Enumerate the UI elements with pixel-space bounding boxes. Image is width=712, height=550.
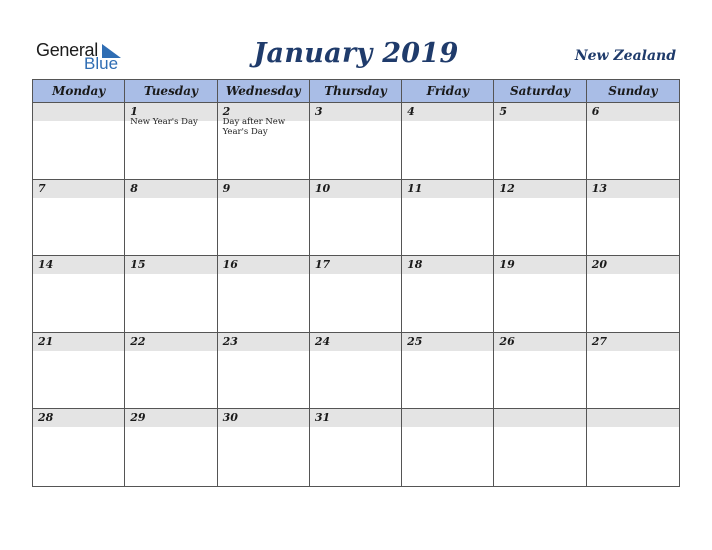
day-cell bbox=[402, 409, 494, 486]
day-cell bbox=[218, 333, 310, 410]
day-cell bbox=[494, 409, 586, 486]
day-number-band bbox=[33, 103, 124, 121]
day-number-band bbox=[402, 180, 493, 198]
day-cell bbox=[310, 256, 402, 333]
day-cell bbox=[587, 333, 679, 410]
day-number-band bbox=[587, 180, 679, 198]
day-cell bbox=[125, 409, 217, 486]
day-number: 19 bbox=[499, 258, 515, 272]
day-number: 25 bbox=[407, 334, 423, 348]
day-number: 26 bbox=[499, 334, 515, 348]
day-number-band bbox=[402, 256, 493, 274]
day-cell bbox=[310, 333, 402, 410]
day-number: 18 bbox=[407, 258, 423, 272]
day-number: 7 bbox=[38, 181, 46, 195]
day-number: 28 bbox=[38, 411, 54, 425]
day-number: 12 bbox=[499, 181, 515, 195]
day-number-band bbox=[402, 409, 493, 427]
day-cell bbox=[494, 256, 586, 333]
day-number: 13 bbox=[591, 181, 608, 195]
day-number: 9 bbox=[222, 181, 231, 195]
day-number: 14 bbox=[38, 258, 54, 272]
day-number-band bbox=[494, 256, 585, 274]
day-number-band bbox=[494, 180, 585, 198]
day-cell bbox=[402, 180, 494, 257]
day-number-band bbox=[494, 103, 585, 121]
day-cell bbox=[494, 333, 586, 410]
day-number-band bbox=[33, 256, 124, 274]
day-number: 10 bbox=[314, 181, 331, 195]
day-cell bbox=[310, 409, 402, 486]
day-number-band bbox=[402, 103, 493, 121]
day-number: 1 bbox=[130, 105, 138, 118]
day-number: 2 bbox=[222, 105, 231, 118]
day-number-band bbox=[587, 409, 679, 427]
day-cell bbox=[310, 103, 402, 180]
region-label: New Zealand bbox=[574, 48, 676, 64]
day-number: 31 bbox=[314, 411, 331, 425]
day-cell bbox=[33, 333, 125, 410]
calendar-title: January 2019 bbox=[253, 38, 459, 69]
weekday-header-tuesday: Tuesday bbox=[125, 80, 217, 103]
day-cell bbox=[218, 409, 310, 486]
calendar-grid bbox=[32, 79, 680, 487]
day-number-band bbox=[494, 409, 585, 427]
weekday-header-friday: Friday bbox=[402, 80, 494, 103]
day-number: 27 bbox=[591, 334, 608, 348]
day-number: 21 bbox=[38, 334, 54, 348]
day-number: 3 bbox=[314, 105, 323, 118]
day-cell bbox=[494, 180, 586, 257]
day-number-band bbox=[587, 333, 679, 351]
day-number-band bbox=[310, 256, 401, 274]
day-number: 17 bbox=[314, 258, 331, 272]
day-cell bbox=[125, 256, 217, 333]
day-number-band bbox=[310, 180, 401, 198]
day-number: 11 bbox=[407, 181, 423, 195]
weekday-header-saturday: Saturday bbox=[494, 80, 586, 103]
day-number-band bbox=[218, 409, 309, 427]
weekday-header-thursday: Thursday bbox=[310, 80, 402, 103]
day-cell bbox=[494, 103, 586, 180]
day-number-band bbox=[218, 333, 309, 351]
day-number: 4 bbox=[407, 105, 415, 118]
day-number-band bbox=[125, 256, 216, 274]
day-number: 5 bbox=[499, 105, 508, 118]
day-cell bbox=[402, 333, 494, 410]
day-cell bbox=[310, 180, 402, 257]
day-cell bbox=[587, 103, 679, 180]
day-number-band bbox=[587, 256, 679, 274]
day-cell bbox=[33, 103, 125, 180]
holiday-label: New Year's Day bbox=[130, 117, 198, 127]
day-cell bbox=[33, 409, 125, 486]
day-cell bbox=[587, 256, 679, 333]
day-cell bbox=[33, 256, 125, 333]
day-cell bbox=[125, 180, 217, 257]
day-cell bbox=[402, 103, 494, 180]
day-number: 8 bbox=[130, 181, 138, 195]
day-number-band bbox=[402, 333, 493, 351]
day-number: 29 bbox=[130, 411, 146, 425]
day-number: 6 bbox=[591, 105, 600, 118]
day-number-band bbox=[587, 103, 679, 121]
day-number: 20 bbox=[591, 258, 608, 272]
day-number-band bbox=[218, 256, 309, 274]
day-number: 15 bbox=[130, 258, 146, 272]
day-number-band bbox=[33, 409, 124, 427]
day-number-band bbox=[125, 409, 216, 427]
day-number: 22 bbox=[130, 334, 146, 348]
day-number: 23 bbox=[222, 334, 238, 348]
day-number-band bbox=[310, 103, 401, 121]
logo-text-blue: Blue bbox=[84, 54, 119, 73]
day-number-band bbox=[310, 333, 401, 351]
day-number-band bbox=[218, 180, 309, 198]
day-cell bbox=[587, 180, 679, 257]
day-number-band bbox=[125, 333, 216, 351]
logo-text-general: General bbox=[36, 40, 98, 60]
weekday-header-monday: Monday bbox=[33, 80, 125, 103]
day-cell bbox=[218, 180, 310, 257]
day-number: 30 bbox=[222, 411, 238, 425]
day-cell bbox=[125, 103, 217, 180]
weekday-header-wednesday: Wednesday bbox=[218, 80, 310, 103]
day-number: 24 bbox=[314, 334, 331, 348]
day-cell bbox=[587, 409, 679, 486]
day-cell bbox=[402, 256, 494, 333]
day-cell bbox=[218, 103, 310, 180]
day-cell bbox=[218, 256, 310, 333]
day-number-band bbox=[33, 180, 124, 198]
holiday-label: Day after New Year's Day bbox=[222, 117, 286, 137]
day-number-band bbox=[33, 333, 124, 351]
day-number-band bbox=[310, 409, 401, 427]
day-cell bbox=[125, 333, 217, 410]
day-number-band bbox=[494, 333, 585, 351]
day-cell bbox=[33, 180, 125, 257]
day-number: 16 bbox=[222, 258, 238, 272]
day-number-band bbox=[125, 180, 216, 198]
weekday-header-sunday: Sunday bbox=[587, 80, 679, 103]
